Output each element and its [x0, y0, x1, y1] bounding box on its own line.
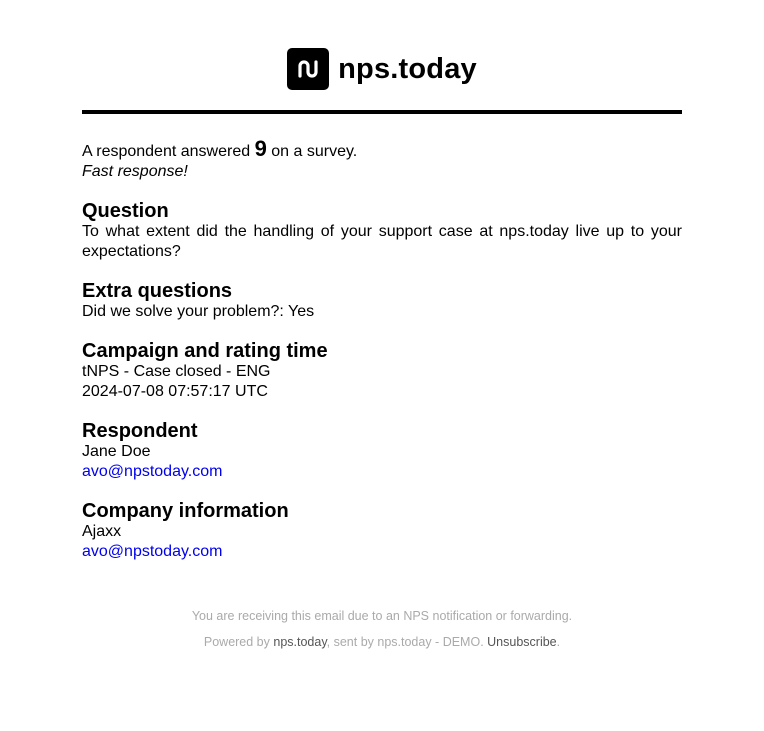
- question-text: To what extent did the handling of your support case at nps.today live up to your expectations?: [82, 223, 682, 260]
- respondent-title: Respondent: [82, 420, 198, 442]
- nps-logo-icon: [287, 48, 329, 90]
- question-title: Question: [82, 200, 169, 222]
- brand-name: nps.today: [338, 53, 477, 85]
- company-name: Ajaxx: [82, 523, 122, 540]
- nps-today-link[interactable]: nps.today: [273, 635, 327, 649]
- footer-period: .: [556, 635, 561, 649]
- brand-logo: [82, 48, 682, 90]
- company-email-link[interactable]: avo@npstoday.com: [82, 543, 223, 560]
- extra-text: Did we solve your problem?: Yes: [82, 303, 315, 320]
- campaign-section: [82, 340, 682, 402]
- company-title: Company information: [82, 500, 289, 522]
- extra-questions-section: [82, 280, 682, 322]
- footer: [0, 608, 764, 650]
- footer-powered: [0, 634, 764, 650]
- header-divider: [82, 110, 682, 114]
- respondent-email-link[interactable]: avo@npstoday.com: [82, 463, 223, 480]
- intro-prefix: A respondent answered: [82, 143, 251, 160]
- score: 9: [254, 136, 267, 161]
- respondent-section: [82, 420, 682, 482]
- question-section: [82, 200, 682, 262]
- respondent-name: Jane Doe: [82, 443, 151, 460]
- powered-prefix: Powered by: [203, 635, 270, 649]
- unsubscribe-link[interactable]: Unsubscribe: [487, 635, 557, 649]
- fast-response-note: Fast response!: [82, 163, 188, 180]
- campaign-title: Campaign and rating time: [82, 340, 328, 362]
- intro-text: [82, 136, 682, 162]
- sent-by-text: , sent by nps.today - DEMO.: [326, 635, 484, 649]
- company-section: [82, 500, 682, 562]
- footer-notice: You are receiving this email due to an NPS notification or forwarding.: [191, 609, 573, 623]
- intro-note: [82, 162, 682, 182]
- rating-time: 2024-07-08 07:57:17 UTC: [82, 383, 268, 400]
- extra-title: Extra questions: [82, 280, 233, 302]
- campaign-name: tNPS - Case closed - ENG: [82, 363, 271, 380]
- email-body: [82, 48, 682, 650]
- intro-suffix: on a survey.: [271, 143, 358, 160]
